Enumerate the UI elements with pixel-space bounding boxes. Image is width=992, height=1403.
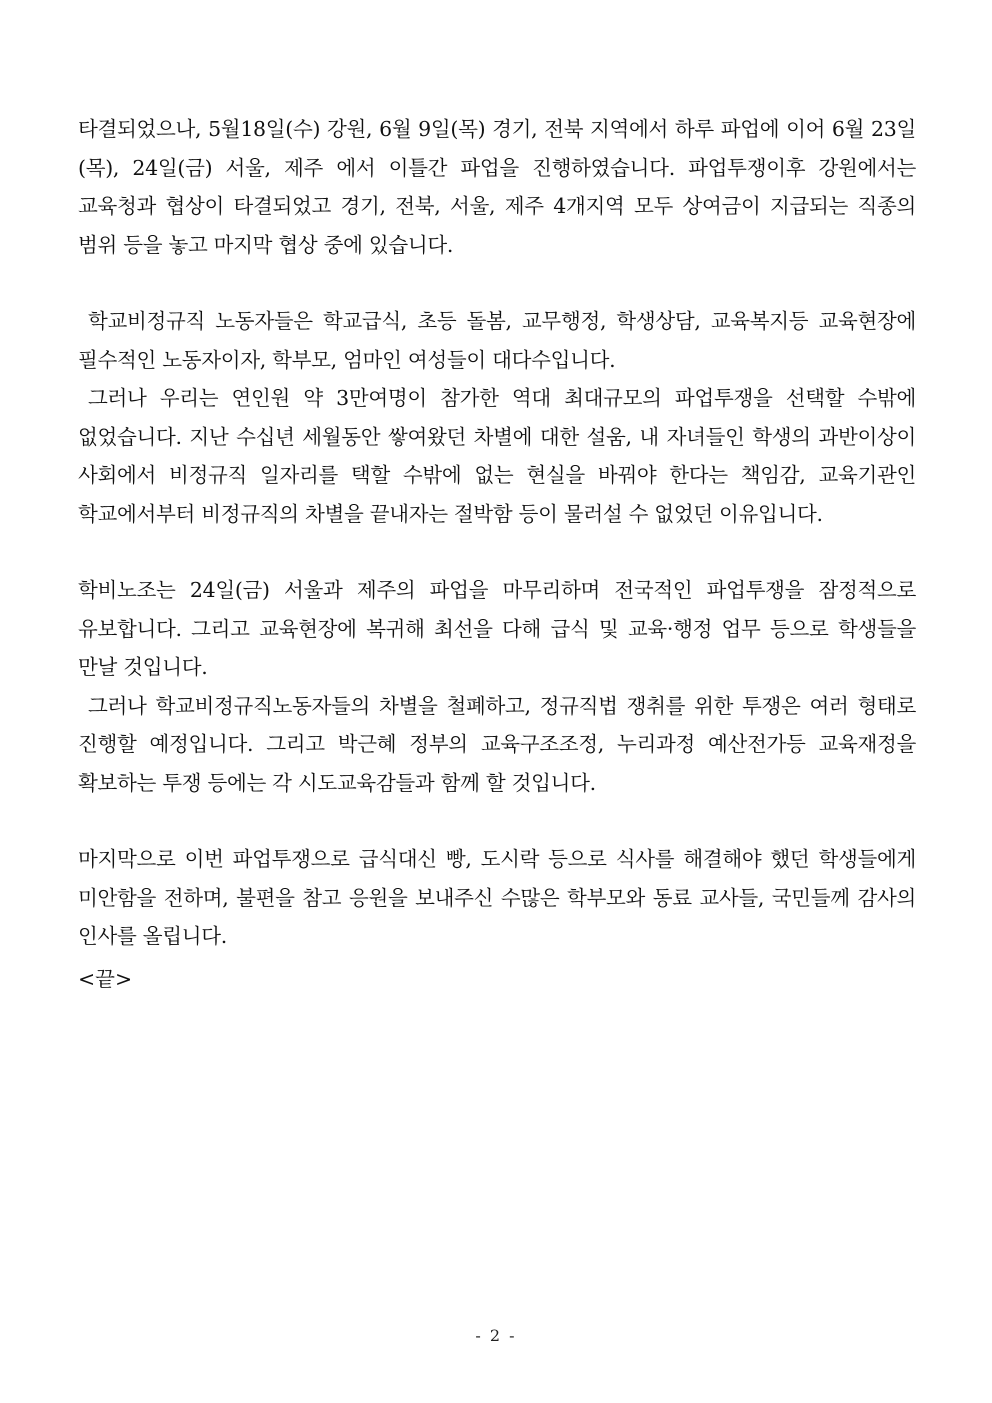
- end-mark: <끝>: [78, 966, 133, 991]
- paragraph-closing-thanks: 마지막으로 이번 파업투쟁으로 급식대신 빵, 도시락 등으로 식사를 해결해야 했던 학생들에게 미안함을 전하며, 불편을 참고 응원을 보내주신 수많은 학부모와 동료 교사들, 국민들께 감사의 인사를 올립니다.: [78, 847, 916, 948]
- page-number: - 2 -: [475, 1326, 517, 1345]
- paragraph-negotiation-status: 타결되었으나, 5월18일(수) 강원, 6월 9일(목) 경기, 전북 지역에서 하루 파업에 이어 6월 23일(목), 24일(금) 서울, 제주 에서 이틀간 파업을 진행하였습니다. 파업투쟁이후 강원에서는 교육청과 협상이 타결되었고 경기, 전북, 서울, 제주 4개지역 모두 상여금이 지급되는 직종의 범위 등을 놓고 마지막 협상 중에 있습니다.: [78, 117, 916, 257]
- paragraph-gap: [78, 533, 916, 571]
- paragraph-workers-description: 학교비정규직 노동자들은 학교급식, 초등 돌봄, 교무행정, 학생상담, 교육복지등 교육현장에 필수적인 노동자이자, 학부모, 엄마인 여성들이 대다수입니다.: [78, 309, 916, 372]
- paragraph-future-struggle: 그러나 학교비정규직노동자들의 차별을 철폐하고, 정규직법 쟁취를 위한 투쟁은 여러 형태로 진행할 예정입니다. 그리고 박근혜 정부의 교육구조조정, 누리과정 예산전가등 교육재정을 확보하는 투쟁 등에는 각 시도교육감들과 함께 할 것입니다.: [78, 693, 916, 795]
- document-body: [78, 110, 916, 998]
- paragraph-gap: [78, 802, 916, 840]
- paragraph-strike-reason: 그러나 우리는 연인원 약 3만여명이 참가한 역대 최대규모의 파업투쟁을 선택할 수밖에 없었습니다. 지난 수십년 세월동안 쌓여왔던 차별에 대한 설움, 내 자녀들인 학생의 과반이상이 사회에서 비정규직 일자리를 택할 수밖에 없는 현실을 바꿔야 한다는 책임감, 교육기관인 학교에서부터 비정규직의 차별을 끝내자는 절박함 등이 물러설 수 없었던 이유입니다.: [78, 386, 916, 526]
- paragraph-gap: [78, 264, 916, 302]
- paragraph-strike-suspension: 학비노조는 24일(금) 서울과 제주의 파업을 마무리하며 전국적인 파업투쟁을 잠정적으로 유보합니다. 그리고 교육현장에 복귀해 최선을 다해 급식 및 교육·행정 업무 등으로 학생들을 만날 것입니다.: [78, 578, 916, 679]
